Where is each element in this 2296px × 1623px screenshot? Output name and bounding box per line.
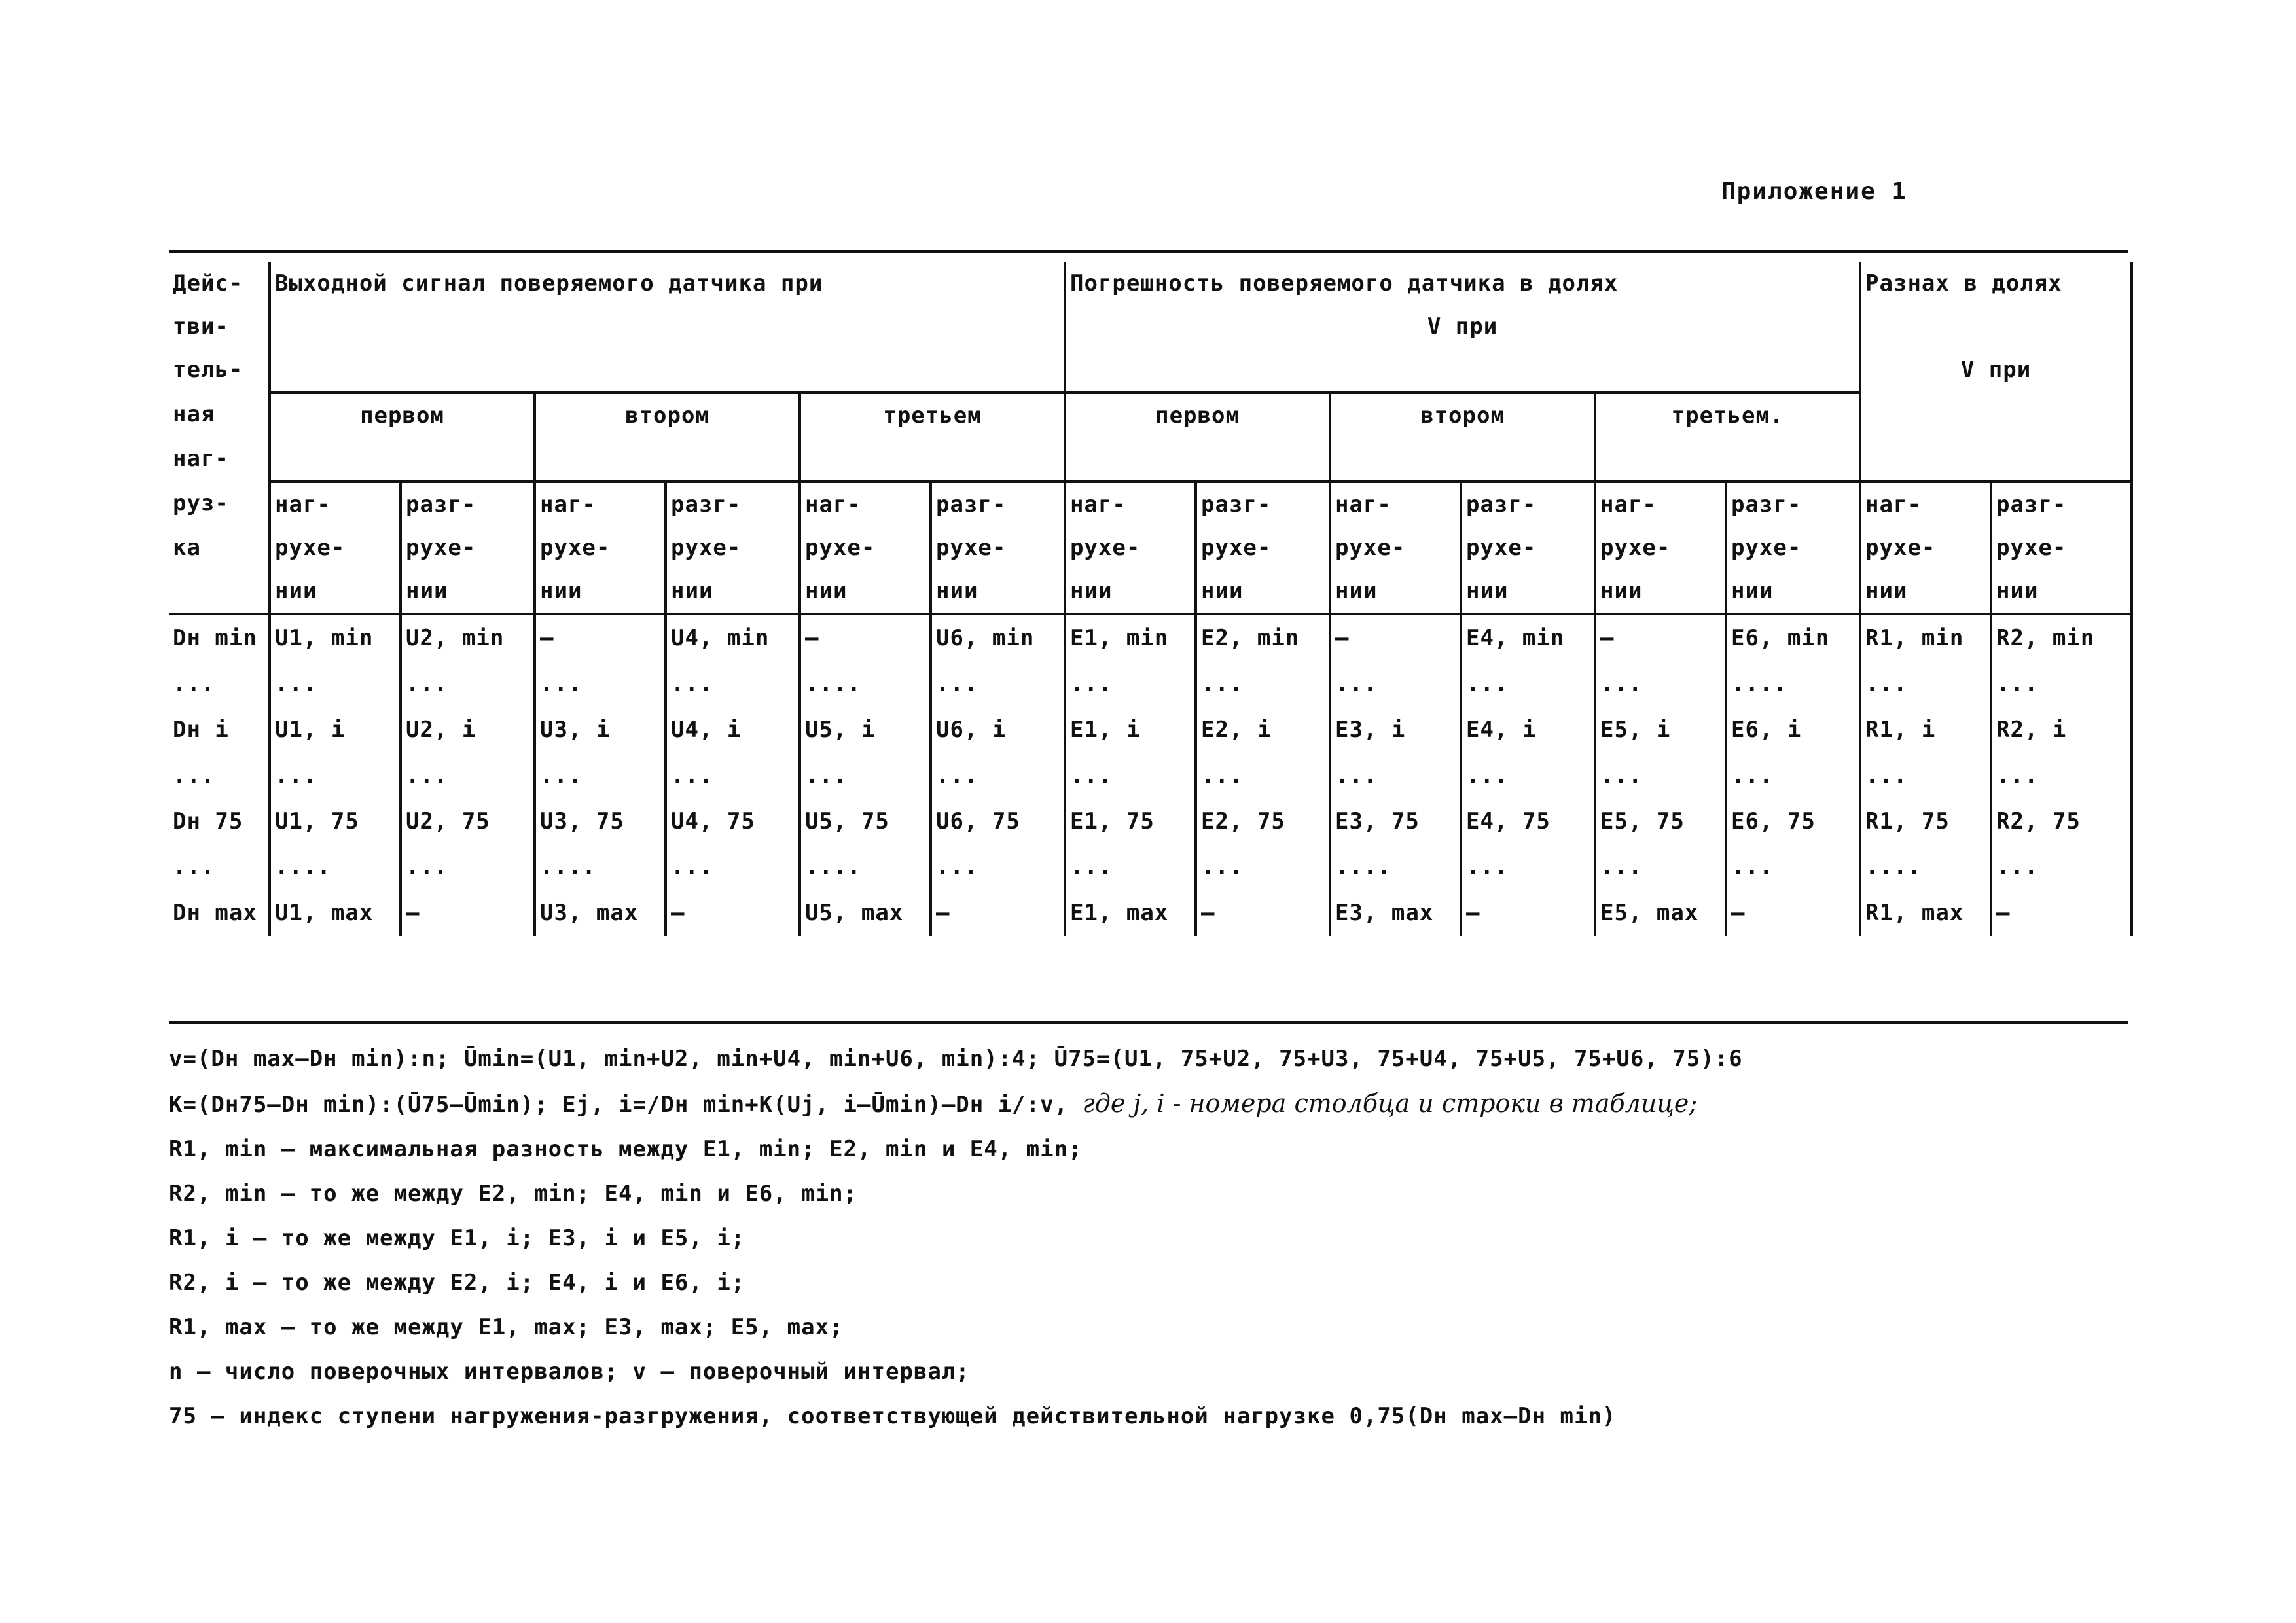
note-n-v: n – число поверочных интервалов; v – поверочный интервал;	[169, 1359, 970, 1385]
range-sub-blank	[1860, 393, 2132, 437]
load-header-cell: нии	[1065, 569, 1196, 614]
second-err-header: втором	[1330, 393, 1595, 437]
table-cell: ...	[1595, 844, 1726, 890]
unload-header-cell: разг-	[401, 482, 535, 526]
load-header-cell: наг-	[535, 482, 666, 526]
unload-header-cell: разг-	[666, 482, 800, 526]
unload-header-cell: разг-	[1726, 482, 1860, 526]
table-cell: –	[1595, 614, 1726, 661]
table-cell: ....	[270, 844, 401, 890]
table-cell: E6, min	[1726, 614, 1860, 661]
table-cell: –	[1726, 890, 1860, 936]
table-cell: ...	[1196, 753, 1330, 798]
table-cell: E2, i	[1196, 707, 1330, 753]
table-cell: ...	[1330, 661, 1461, 707]
second-out-header: втором	[535, 393, 800, 437]
table-cell: U3, 75	[535, 798, 666, 844]
table-cell: ...	[1461, 753, 1595, 798]
table-cell: –	[666, 890, 800, 936]
unload-header-cell: рухе-	[666, 526, 800, 569]
unload-header-cell: нии	[401, 569, 535, 614]
sub-rule	[535, 437, 800, 482]
table-cell: ...	[1330, 753, 1461, 798]
table-cell: ...	[1065, 844, 1196, 890]
load-header-cell: рухе-	[1330, 526, 1461, 569]
unload-header-cell: рухе-	[1461, 526, 1595, 569]
output-signal-header-cont	[270, 305, 1065, 348]
table-cell: ....	[1726, 661, 1860, 707]
table-cell: –	[1991, 890, 2132, 936]
table-cell: ...	[1196, 844, 1330, 890]
table-cell: E2, min	[1196, 614, 1330, 661]
load-header-cell: рухе-	[1595, 526, 1726, 569]
note-r2-i: R2, i – то же между E2, i; E4, i и E6, i;	[169, 1270, 745, 1296]
table-cell: U4, min	[666, 614, 800, 661]
table-cell: –	[401, 890, 535, 936]
unload-header-cell: разг-	[1196, 482, 1330, 526]
row-stub: ...	[173, 762, 215, 789]
table-cell: U6, i	[931, 707, 1065, 753]
output-signal-header-rule	[270, 348, 1065, 393]
table-cell: ...	[1860, 661, 1991, 707]
table-cell: ....	[800, 844, 931, 890]
table-cell: U1, i	[270, 707, 401, 753]
table-cell: –	[931, 890, 1065, 936]
table-cell: E2, 75	[1196, 798, 1330, 844]
output-signal-header: Выходной сигнал поверяемого датчика при	[270, 262, 1065, 305]
table-cell: ...	[535, 753, 666, 798]
error-header-rule	[1065, 348, 1860, 393]
stub-header-blank	[169, 569, 270, 614]
table-cell: ...	[1726, 753, 1860, 798]
table-cell: E4, 75	[1461, 798, 1595, 844]
table-cell: U2, min	[401, 614, 535, 661]
row-stub: Dн max	[173, 900, 257, 926]
table-row	[169, 707, 2132, 753]
table-cell: –	[1330, 614, 1461, 661]
table-cell: E4, i	[1461, 707, 1595, 753]
table-cell: ...	[1065, 753, 1196, 798]
table-cell: R2, min	[1991, 614, 2132, 661]
note-formula-v: v=(Dн max–Dн min):n; Ūmin=(U1, min+U2, min+U4, min+U6, min):4; Ū75=(U1, 75+U2, 75+U3, 75+U4, 75+U5, 75+U6, 75):6	[169, 1046, 1743, 1072]
error-header: Погрешность поверяемого датчика в долях	[1065, 262, 1860, 305]
stub-header-line: ная	[173, 401, 215, 427]
table-cell: U4, 75	[666, 798, 800, 844]
load-header-cell: нии	[1860, 569, 1991, 614]
table-cell: ...	[1595, 661, 1726, 707]
table-cell: E3, i	[1330, 707, 1461, 753]
table-cell: E3, 75	[1330, 798, 1461, 844]
range-v-header: V при	[1860, 348, 2132, 393]
sub-rule	[1860, 437, 2132, 482]
table-cell: ....	[800, 661, 931, 707]
data-table	[169, 262, 2133, 936]
unload-header-cell: нии	[666, 569, 800, 614]
unload-header-cell: нии	[1726, 569, 1860, 614]
table-bottom-rule	[169, 1021, 2128, 1024]
note-index-75: 75 – индекс ступени нагружения-разгружения, соответствующей действительной нагрузке 0,75(Dн max–Dн min)	[169, 1403, 1617, 1429]
unload-header-cell: рухе-	[1726, 526, 1860, 569]
table-cell: U1, 75	[270, 798, 401, 844]
sub-rule	[1065, 437, 1330, 482]
table-cell: R1, max	[1860, 890, 1991, 936]
sub-rule	[1595, 437, 1860, 482]
load-header-cell: нии	[535, 569, 666, 614]
unload-header-cell: разг-	[1991, 482, 2132, 526]
unload-header-cell: нии	[1991, 569, 2132, 614]
unload-header-cell: нии	[1461, 569, 1595, 614]
appendix-label: Приложение 1	[1721, 178, 1908, 205]
table-cell: ...	[1461, 661, 1595, 707]
table-cell: –	[800, 614, 931, 661]
table-cell: ....	[535, 844, 666, 890]
table-cell: ...	[1461, 844, 1595, 890]
table-cell: ...	[800, 753, 931, 798]
table-cell: –	[1461, 890, 1595, 936]
table-cell: ...	[1991, 753, 2132, 798]
load-header-cell: рухе-	[1065, 526, 1196, 569]
table-cell: ...	[931, 844, 1065, 890]
table-cell: ....	[1860, 844, 1991, 890]
table-cell: E1, 75	[1065, 798, 1196, 844]
load-header-cell: нии	[800, 569, 931, 614]
table-cell: E6, 75	[1726, 798, 1860, 844]
table-row	[169, 614, 2132, 661]
table-cell: ...	[1991, 844, 2132, 890]
table-cell: ...	[1595, 753, 1726, 798]
load-header-cell: рухе-	[1860, 526, 1991, 569]
table-cell: E4, min	[1461, 614, 1595, 661]
note-r2-min: R2, min – то же между E2, min; E4, min и E6, min;	[169, 1181, 858, 1207]
range-header: Разнах в долях	[1860, 262, 2132, 305]
load-header-cell: наг-	[1065, 482, 1196, 526]
first-err-header: первом	[1065, 393, 1330, 437]
note-formula-k-text: K=(Dн75–Dн min):(Ū75–Ūmin); Ej, i=/Dн min+K(Uj, i–Ūmin)–Dн i/:v,	[169, 1092, 1083, 1118]
third-err-header: третьем.	[1595, 393, 1860, 437]
unload-header-cell: рухе-	[1196, 526, 1330, 569]
table-cell: ...	[1860, 753, 1991, 798]
load-header-cell: нии	[1595, 569, 1726, 614]
load-header-cell: наг-	[1595, 482, 1726, 526]
unload-header-cell: разг-	[931, 482, 1065, 526]
stub-header-line: тель-	[173, 357, 243, 383]
table-cell: U6, 75	[931, 798, 1065, 844]
table-cell: E5, max	[1595, 890, 1726, 936]
table-cell: ...	[1065, 661, 1196, 707]
unload-header-cell: рухе-	[401, 526, 535, 569]
row-stub: ...	[173, 671, 215, 697]
load-header-cell: наг-	[1860, 482, 1991, 526]
error-v-header: V при	[1065, 305, 1860, 348]
load-header-cell: рухе-	[535, 526, 666, 569]
table-row	[169, 844, 2132, 890]
third-out-header: третьем	[800, 393, 1065, 437]
range-header-cont	[1860, 305, 2132, 348]
table-cell: ...	[931, 661, 1065, 707]
table-cell: U3, i	[535, 707, 666, 753]
table-cell: ...	[666, 661, 800, 707]
table-cell: U5, 75	[800, 798, 931, 844]
table-cell: U1, min	[270, 614, 401, 661]
unload-header-cell: нии	[931, 569, 1065, 614]
table-cell: U6, min	[931, 614, 1065, 661]
note-formula-k	[169, 1081, 2132, 1127]
table-row	[169, 661, 2132, 707]
unload-header-cell: рухе-	[931, 526, 1065, 569]
table-cell: ...	[1196, 661, 1330, 707]
unload-header-cell: нии	[1196, 569, 1330, 614]
table-cell: ...	[535, 661, 666, 707]
table-cell: U3, max	[535, 890, 666, 936]
load-header-cell: нии	[1330, 569, 1461, 614]
table-cell: –	[1196, 890, 1330, 936]
table-cell: ...	[1991, 661, 2132, 707]
note-r1-min: R1, min – максимальная разность между E1, min; E2, min и E4, min;	[169, 1136, 1083, 1162]
table-cell: U5, max	[800, 890, 931, 936]
table-cell: ...	[666, 753, 800, 798]
stub-header-line: наг-	[173, 446, 229, 472]
stub-header-line: руз-	[173, 490, 229, 516]
sub-rule	[270, 437, 535, 482]
table-cell: U2, i	[401, 707, 535, 753]
table-cell: R2, i	[1991, 707, 2132, 753]
stub-header-line: тви-	[173, 313, 229, 340]
sub-rule	[1330, 437, 1595, 482]
table-cell: R2, 75	[1991, 798, 2132, 844]
load-header-cell: рухе-	[270, 526, 401, 569]
table-cell: R1, min	[1860, 614, 1991, 661]
stub-header-line: Дейс-	[173, 270, 243, 296]
table-cell: –	[535, 614, 666, 661]
table-cell: U4, i	[666, 707, 800, 753]
row-stub: Dн min	[173, 625, 257, 651]
sub-rule	[800, 437, 1065, 482]
table-cell: U5, i	[800, 707, 931, 753]
table-cell: ...	[401, 661, 535, 707]
table-cell: R1, i	[1860, 707, 1991, 753]
table-cell: ...	[666, 844, 800, 890]
table-cell: ....	[1330, 844, 1461, 890]
table-cell: ...	[270, 753, 401, 798]
table-cell: E5, i	[1595, 707, 1726, 753]
note-r1-i: R1, i – то же между E1, i; E3, i и E5, i;	[169, 1225, 745, 1251]
row-stub: ...	[173, 854, 215, 880]
table-cell: R1, 75	[1860, 798, 1991, 844]
table-row	[169, 890, 2132, 936]
unload-header-cell: рухе-	[1991, 526, 2132, 569]
table-cell: E5, 75	[1595, 798, 1726, 844]
load-header-cell: нии	[270, 569, 401, 614]
table-cell: ...	[931, 753, 1065, 798]
load-header-cell: рухе-	[800, 526, 931, 569]
load-header-cell: наг-	[270, 482, 401, 526]
table-body	[169, 614, 2132, 936]
table-top-rule	[169, 250, 2128, 253]
note-r1-max: R1, max – то же между E1, max; E3, max; E5, max;	[169, 1314, 844, 1340]
stub-header-line: ка	[173, 535, 201, 561]
first-out-header: первом	[270, 393, 535, 437]
unload-header-cell: разг-	[1461, 482, 1595, 526]
load-header-cell: наг-	[800, 482, 931, 526]
table-cell: E6, i	[1726, 707, 1860, 753]
table-cell: ...	[401, 753, 535, 798]
table-cell: ...	[270, 661, 401, 707]
notes-block	[169, 1037, 2132, 1438]
load-header-cell: наг-	[1330, 482, 1461, 526]
table-cell: ...	[401, 844, 535, 890]
table-cell: E1, i	[1065, 707, 1196, 753]
table-cell: E1, max	[1065, 890, 1196, 936]
table-cell: ...	[1726, 844, 1860, 890]
table-cell: U2, 75	[401, 798, 535, 844]
table-cell: E1, min	[1065, 614, 1196, 661]
row-stub: Dн i	[173, 717, 229, 743]
row-stub: Dн 75	[173, 808, 243, 834]
table-cell: U1, max	[270, 890, 401, 936]
table-row	[169, 753, 2132, 798]
table-row	[169, 798, 2132, 844]
table-cell: E3, max	[1330, 890, 1461, 936]
note-handwritten: где j, i - номера столбца и строки в таблице;	[1082, 1089, 1698, 1118]
